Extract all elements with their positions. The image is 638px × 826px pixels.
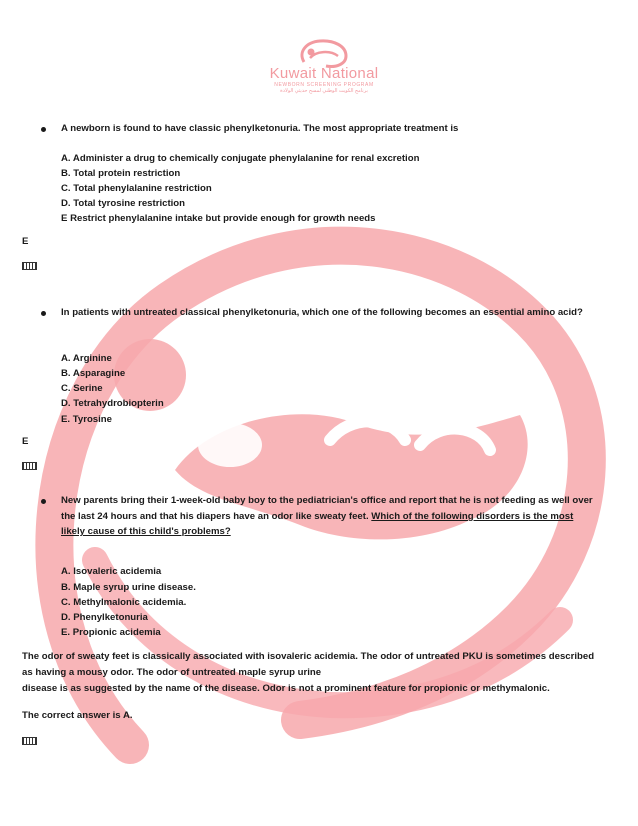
q3-question-line3: likely cause of this child's problems? xyxy=(61,526,231,537)
q2-option-d: D. Tetrahydrobiopterin xyxy=(61,398,164,409)
q2-answer: E xyxy=(22,436,29,447)
bullet-q2 xyxy=(41,311,46,316)
q1-option-e: E Restrict phenylalanine intake but provide enough for growth needs xyxy=(61,213,376,224)
q3-question-line2 xyxy=(61,511,573,522)
q3-correct-answer: The correct answer is A. xyxy=(22,710,133,721)
missing-glyph-icon xyxy=(22,262,37,270)
logo-subtitle: NEWBORN SCREENING PROGRAM xyxy=(274,82,374,88)
q2-option-a: A. Arginine xyxy=(61,353,112,364)
q3-question-line2-text: the last 24 hours and that his diapers have an odor like sweaty feet. xyxy=(61,511,372,522)
q2-question: In patients with untreated classical phenylketonuria, which one of the following becomes an essential amino acid? xyxy=(61,307,583,318)
bullet-q3 xyxy=(41,499,46,504)
q3-explanation-line2: as having a mousy odor. The odor of untreated maple syrup urine xyxy=(22,667,322,678)
missing-glyph-icon xyxy=(22,462,37,470)
q3-question-underlined: Which of the following disorders is the most xyxy=(371,511,574,522)
q3-question-line1: New parents bring their 1-week-old baby boy to the pediatrician's office and report that he is not feeding as well over xyxy=(61,495,593,506)
q1-option-c: C. Total phenylalanine restriction xyxy=(61,183,212,194)
bullet-q1 xyxy=(41,127,46,132)
q1-option-a: A. Administer a drug to chemically conjugate phenylalanine for renal excretion xyxy=(61,153,420,164)
missing-glyph-icon xyxy=(22,737,37,745)
q3-option-c: C. Methylmalonic acidemia. xyxy=(61,597,187,608)
q3-option-b: B. Maple syrup urine disease. xyxy=(61,582,196,593)
q3-option-a: A. Isovaleric acidemia xyxy=(61,566,162,577)
q3-option-e: E. Propionic acidemia xyxy=(61,627,161,638)
q3-explanation-line1: The odor of sweaty feet is classically associated with isovaleric acidemia. The odor of untreated PKU is sometimes described xyxy=(22,651,595,662)
q2-option-e: E. Tyrosine xyxy=(61,414,113,425)
q1-option-d: D. Total tyrosine restriction xyxy=(61,198,186,209)
q1-answer: E xyxy=(22,236,29,247)
logo-arabic: برنامج الكويت الوطني لمسح حديثي الولادة xyxy=(280,88,368,94)
logo-title: Kuwait National xyxy=(269,65,379,82)
q1-question: A newborn is found to have classic phenylketonuria. The most appropriate treatment is xyxy=(61,123,459,134)
q2-option-c: C. Serine xyxy=(61,383,103,394)
q3-explanation-line3: disease is as suggested by the name of the disease. Odor is not a prominent feature for propionic or methymalonic. xyxy=(22,683,550,694)
q2-option-b: B. Asparagine xyxy=(61,368,126,379)
q1-option-b: B. Total protein restriction xyxy=(61,168,181,179)
q3-option-d: D. Phenylketonuria xyxy=(61,612,148,623)
